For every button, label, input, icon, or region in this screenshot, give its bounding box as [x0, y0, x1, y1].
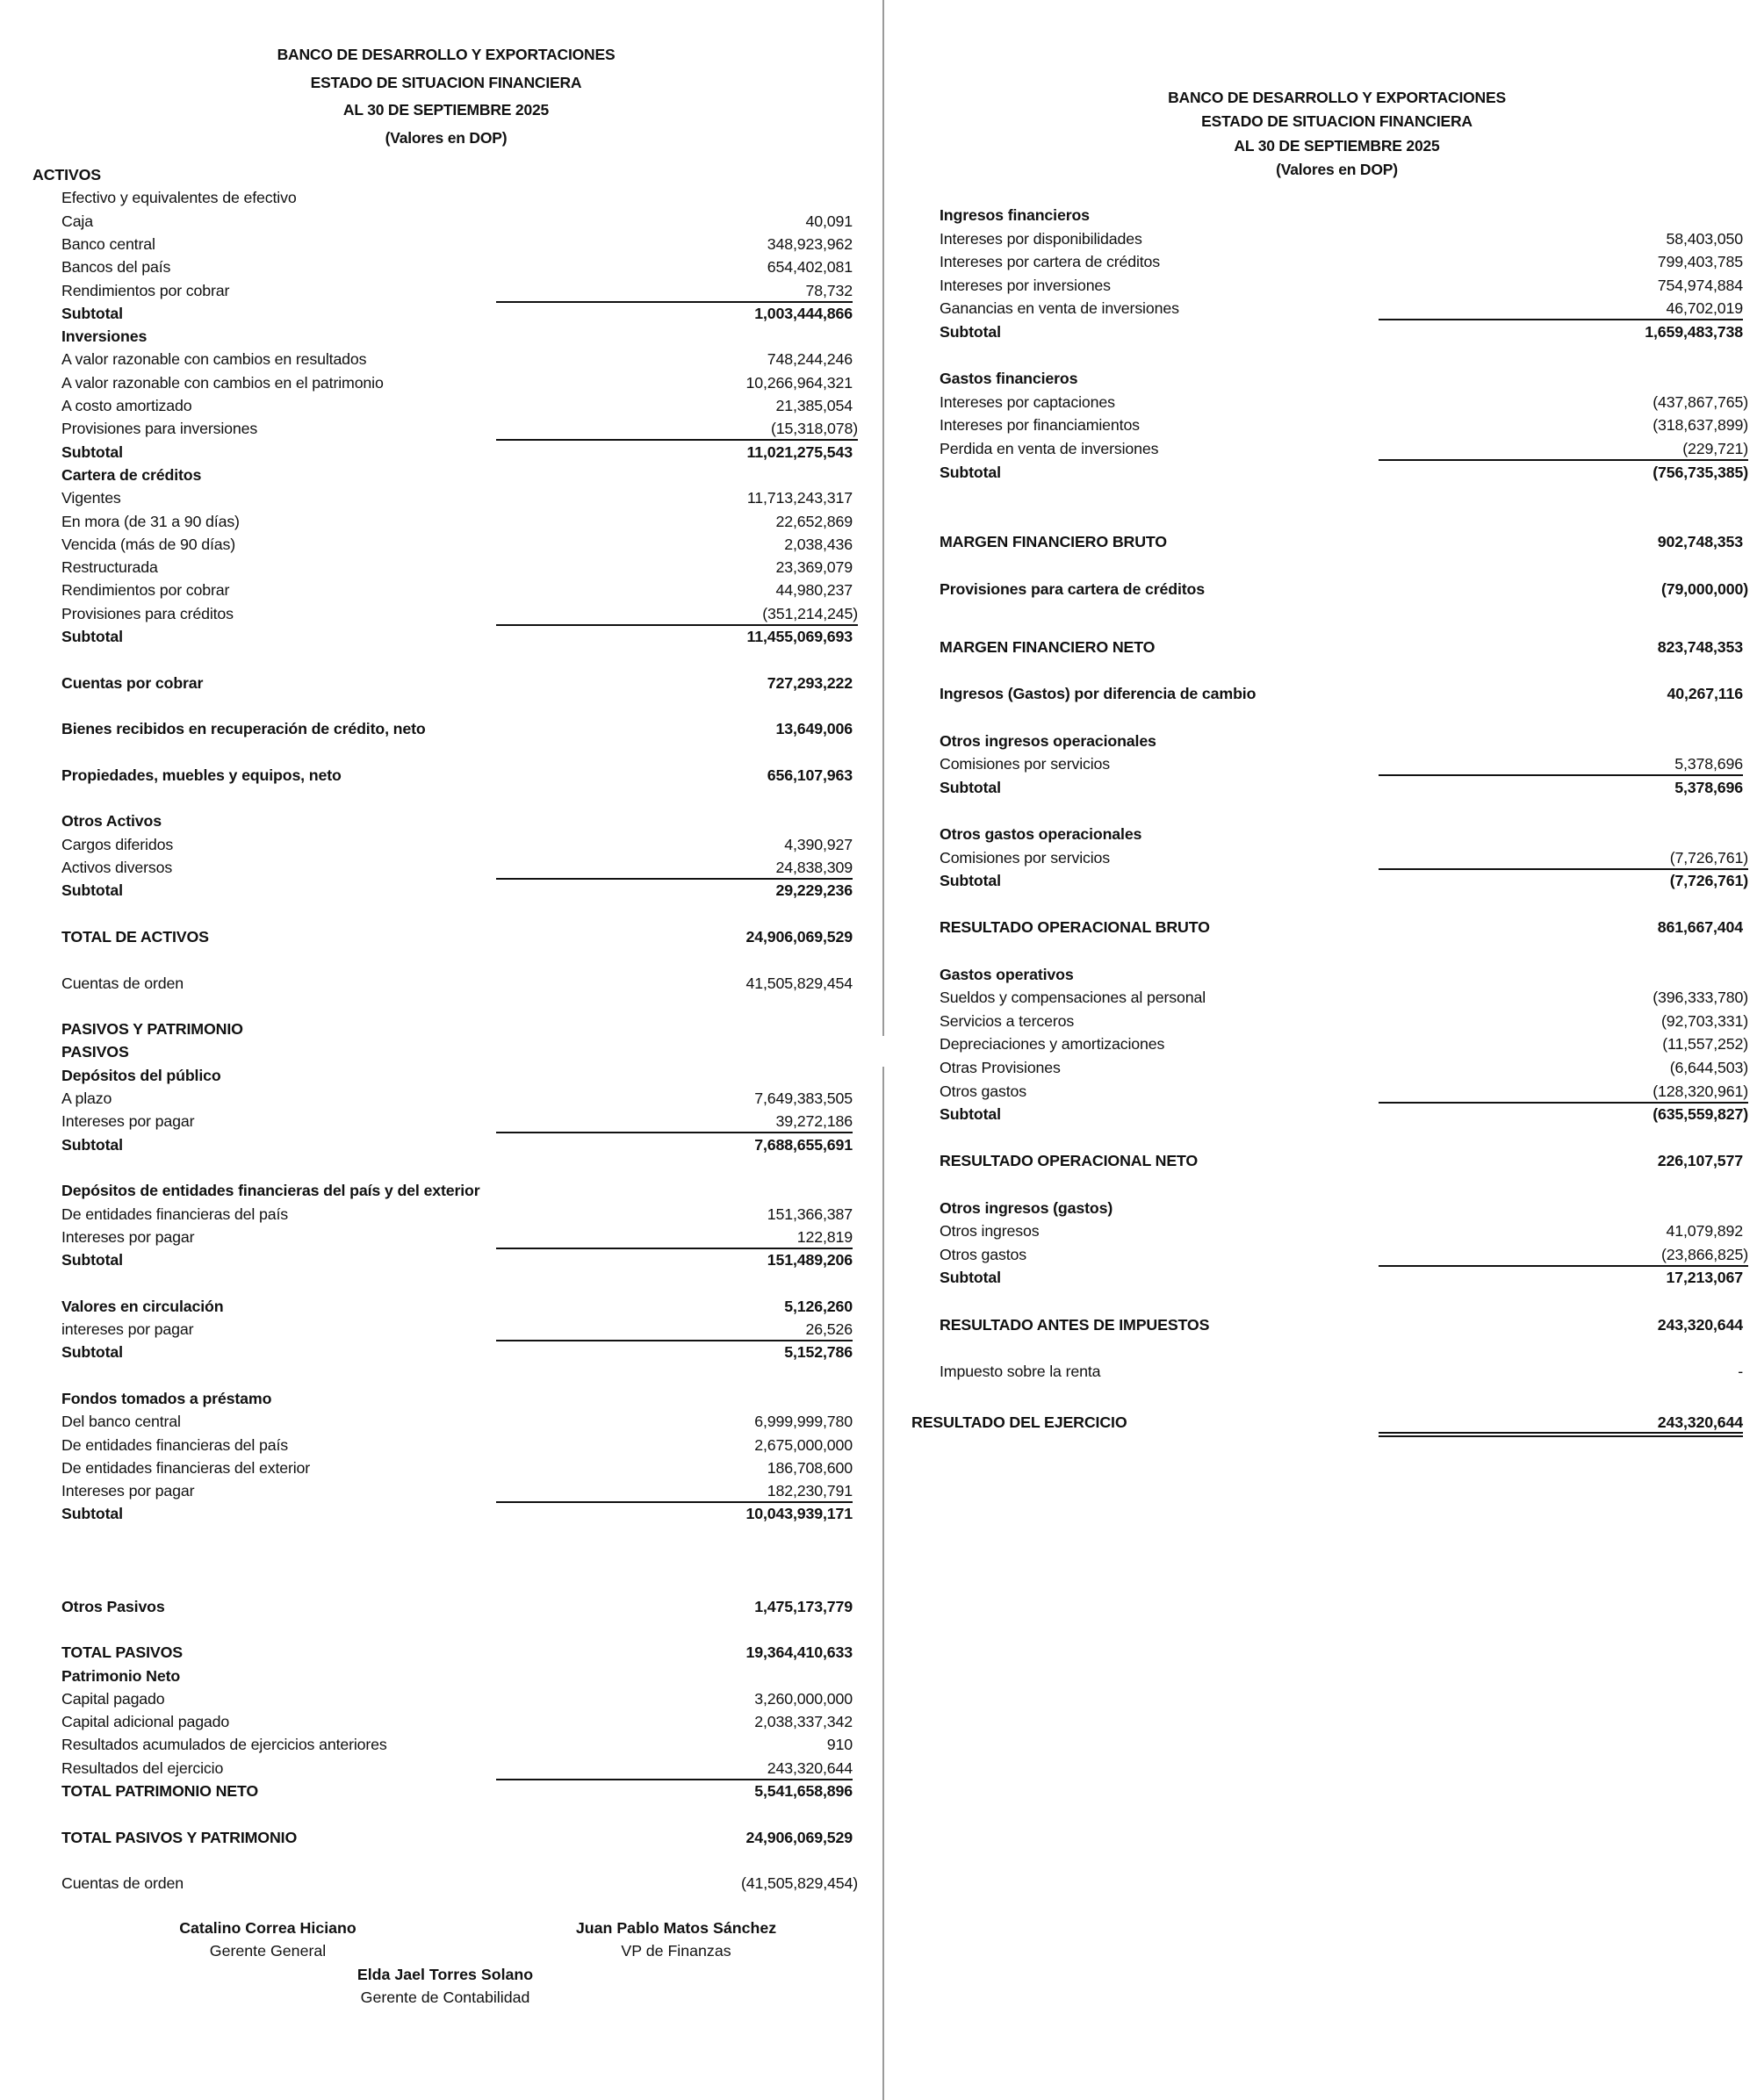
row-value: 13,649,006 — [775, 720, 853, 737]
row-value: 24,906,069,529 — [745, 928, 853, 946]
row-label: Vigentes — [61, 489, 121, 507]
row-label: Cuentas de orden — [61, 1874, 184, 1892]
row-label: Comisiones por servicios — [940, 755, 1111, 773]
row-value: 58,403,050 — [1666, 230, 1743, 248]
row-label: Otros ingresos operacionales — [940, 732, 1156, 750]
row-label: De entidades financieras del país — [61, 1205, 288, 1223]
row-label: PASIVOS — [61, 1043, 129, 1061]
row-label: A plazo — [61, 1090, 112, 1107]
row-value: 748,244,246 — [767, 350, 853, 368]
row-value: (41,505,829,454) — [740, 1874, 858, 1892]
row-label: Subtotal — [61, 443, 123, 461]
row-label: Depósitos de entidades financieras del país y del exterior — [61, 1182, 480, 1199]
row-value: 1,475,173,779 — [754, 1598, 853, 1615]
row-value: 22,652,869 — [775, 513, 853, 530]
row-label: Vencida (más de 90 días) — [61, 536, 236, 553]
currency-note: (Valores en DOP) — [1276, 160, 1398, 178]
signatory-name: Juan Pablo Matos Sánchez — [575, 1919, 777, 1937]
row-label: PASIVOS Y PATRIMONIO — [61, 1020, 243, 1038]
row-label: Otros gastos — [940, 1082, 1027, 1100]
row-value: 6,999,999,780 — [754, 1413, 853, 1430]
row-label: Ingresos (Gastos) por diferencia de cambio — [940, 685, 1257, 702]
row-value: (396,333,780) — [1653, 989, 1748, 1006]
row-label: RESULTADO ANTES DE IMPUESTOS — [940, 1316, 1210, 1334]
row-label: Intereses por financiamientos — [940, 416, 1140, 434]
row-label: Depósitos del público — [61, 1067, 221, 1084]
row-value: (11,557,252) — [1662, 1035, 1748, 1053]
row-label: Efectivo y equivalentes de efectivo — [61, 189, 297, 206]
row-label: Otros ingresos (gastos) — [940, 1199, 1113, 1217]
row-value: 910 — [826, 1736, 853, 1753]
row-value: 19,364,410,633 — [745, 1643, 853, 1661]
row-value: 2,038,337,342 — [754, 1713, 853, 1730]
row-value: 5,378,696 — [1674, 779, 1743, 796]
row-value: (79,000,000) — [1660, 580, 1748, 598]
row-label: TOTAL PATRIMONIO NETO — [61, 1782, 259, 1800]
signatory-name: Elda Jael Torres Solano — [356, 1966, 534, 1983]
row-label: Perdida en venta de inversiones — [940, 440, 1159, 457]
row-value: (15,318,078) — [496, 417, 858, 440]
row-value: 5,378,696 — [1379, 752, 1743, 775]
row-value: 754,974,884 — [1657, 277, 1743, 294]
row-label: Del banco central — [61, 1413, 181, 1430]
row-value: 11,021,275,543 — [746, 443, 853, 461]
row-label: Otros Pasivos — [61, 1598, 165, 1615]
row-label: Inversiones — [61, 327, 148, 345]
row-label: Intereses por pagar — [61, 1112, 195, 1130]
row-label: Restructurada — [61, 558, 158, 576]
row-label: A costo amortizado — [61, 397, 192, 414]
row-label: De entidades financieras del exterior — [61, 1459, 311, 1477]
row-value: 26,526 — [496, 1318, 853, 1341]
row-label: Subtotal — [61, 1251, 123, 1269]
row-label: Rendimientos por cobrar — [61, 581, 230, 599]
row-value: 243,320,644 — [1379, 1411, 1743, 1434]
row-value: 656,107,963 — [767, 766, 853, 784]
signatory-role: Gerente General — [209, 1942, 327, 1960]
row-label: ACTIVOS — [32, 166, 101, 183]
row-label: Provisiones para créditos — [61, 605, 234, 622]
statement-date: AL 30 DE SEPTIEMBRE 2025 — [342, 101, 550, 119]
row-value: (128,320,961) — [1379, 1080, 1748, 1103]
row-label: Subtotal — [61, 1136, 123, 1154]
row-value: 29,229,236 — [775, 881, 853, 899]
row-value: 7,688,655,691 — [754, 1136, 853, 1154]
row-value: 17,213,067 — [1666, 1269, 1743, 1286]
row-label: Subtotal — [61, 1343, 123, 1361]
row-label: Intereses por captaciones — [940, 393, 1115, 411]
row-label: MARGEN FINANCIERO NETO — [940, 638, 1156, 656]
row-label: Ganancias en venta de inversiones — [940, 299, 1179, 317]
statement-title: ESTADO DE SITUACION FINANCIERA — [310, 73, 582, 91]
row-label: Subtotal — [61, 881, 123, 899]
row-value: 226,107,577 — [1657, 1152, 1743, 1169]
page-divider — [882, 1067, 884, 2100]
row-label: Subtotal — [61, 1505, 123, 1522]
row-value: 10,266,964,321 — [745, 374, 853, 392]
row-value: 902,748,353 — [1657, 533, 1743, 550]
row-label: A valor razonable con cambios en resultados — [61, 350, 367, 368]
row-value: 348,923,962 — [767, 235, 853, 253]
row-label: Servicios a terceros — [940, 1012, 1075, 1030]
signature-block — [540, 1917, 812, 1962]
row-label: Rendimientos por cobrar — [61, 282, 230, 299]
row-value: 5,126,260 — [784, 1298, 853, 1315]
bank-name: BANCO DE DESARROLLO Y EXPORTACIONES — [277, 46, 616, 63]
row-label: Banco central — [61, 235, 155, 253]
page-divider — [882, 0, 884, 1036]
row-label: Valores en circulación — [61, 1298, 224, 1315]
row-value: (756,735,385) — [1653, 464, 1748, 481]
row-label: Cuentas de orden — [61, 974, 184, 992]
row-label: Otras Provisiones — [940, 1059, 1061, 1076]
signature-block — [132, 1917, 404, 1962]
row-value: 122,819 — [496, 1226, 853, 1248]
row-label: Comisiones por servicios — [940, 849, 1111, 867]
row-value: (318,637,899) — [1653, 416, 1748, 434]
row-value: (6,644,503) — [1669, 1059, 1748, 1076]
row-label: Bancos del país — [61, 258, 171, 276]
row-label: Subtotal — [940, 872, 1001, 889]
row-label: Impuesto sobre la renta — [940, 1363, 1101, 1380]
row-label: Subtotal — [940, 1269, 1001, 1286]
row-label: A valor razonable con cambios en el patrimonio — [61, 374, 384, 392]
row-label: Subtotal — [61, 305, 123, 322]
bank-name: BANCO DE DESARROLLO Y EXPORTACIONES — [1168, 89, 1506, 106]
row-value: (437,867,765) — [1653, 393, 1748, 411]
row-label: Otros gastos — [940, 1246, 1027, 1263]
row-value: 151,366,387 — [767, 1205, 853, 1223]
row-label: De entidades financieras del país — [61, 1436, 288, 1454]
row-value: 21,385,054 — [775, 397, 853, 414]
row-label: Intereses por cartera de créditos — [940, 253, 1161, 270]
row-label: Caja — [61, 212, 93, 230]
row-label: Intereses por disponibilidades — [940, 230, 1142, 248]
row-value: 40,267,116 — [1667, 685, 1743, 702]
statement-date: AL 30 DE SEPTIEMBRE 2025 — [1234, 136, 1440, 155]
row-label: TOTAL DE ACTIVOS — [61, 928, 209, 946]
balance-sheet-page — [0, 0, 878, 2100]
row-label: Cartera de créditos — [61, 466, 202, 484]
signatory-role: Gerente de Contabilidad — [360, 1989, 530, 2006]
signatory-name: Catalino Correa Hiciano — [179, 1919, 356, 1937]
statement-header — [887, 86, 1757, 182]
row-label: Capital pagado — [61, 1690, 165, 1708]
row-label: MARGEN FINANCIERO BRUTO — [940, 533, 1167, 550]
row-label: Provisiones para cartera de créditos — [940, 580, 1205, 598]
row-label: Sueldos y compensaciones al personal — [940, 989, 1206, 1006]
row-label: Subtotal — [940, 779, 1001, 796]
row-label: Otros gastos operacionales — [940, 825, 1142, 843]
row-value: (7,726,761) — [1669, 872, 1748, 889]
row-label: RESULTADO DEL EJERCICIO — [911, 1413, 1127, 1431]
row-label: RESULTADO OPERACIONAL NETO — [940, 1152, 1199, 1169]
row-value: (635,559,827) — [1653, 1105, 1748, 1123]
statement-header — [0, 41, 892, 152]
row-value: 186,708,600 — [767, 1459, 853, 1477]
row-label: Bienes recibidos en recuperación de crédito, neto — [61, 720, 426, 737]
row-label: Propiedades, muebles y equipos, neto — [61, 766, 342, 784]
row-value: 823,748,353 — [1657, 638, 1743, 656]
row-label: Gastos operativos — [940, 966, 1074, 983]
currency-note: (Valores en DOP) — [385, 128, 508, 147]
row-value: 727,293,222 — [767, 674, 853, 692]
row-label: Capital adicional pagado — [61, 1713, 230, 1730]
row-value: 1,003,444,866 — [754, 305, 853, 322]
row-label: Activos diversos — [61, 859, 173, 876]
row-value: 243,320,644 — [496, 1757, 853, 1780]
row-value: 7,649,383,505 — [754, 1090, 853, 1107]
row-label: Subtotal — [940, 323, 1001, 341]
row-label: Ingresos financieros — [940, 206, 1090, 224]
row-value: 5,152,786 — [784, 1343, 853, 1361]
row-label: TOTAL PASIVOS Y PATRIMONIO — [61, 1829, 298, 1846]
row-label: Patrimonio Neto — [61, 1667, 181, 1685]
row-value: 11,455,069,693 — [746, 628, 853, 645]
row-value: 1,659,483,738 — [1645, 323, 1743, 341]
row-label: Otros ingresos — [940, 1222, 1040, 1240]
row-label: Cuentas por cobrar — [61, 674, 204, 692]
row-label: Subtotal — [940, 464, 1001, 481]
row-value: 10,043,939,171 — [745, 1505, 853, 1522]
row-value: 3,260,000,000 — [754, 1690, 853, 1708]
row-value: (7,726,761) — [1379, 846, 1748, 869]
row-value: 39,272,186 — [496, 1110, 853, 1133]
row-label: Cargos diferidos — [61, 836, 174, 853]
row-label: Gastos financieros — [940, 370, 1078, 387]
row-value: 5,541,658,896 — [754, 1782, 853, 1800]
row-label: TOTAL PASIVOS — [61, 1643, 184, 1661]
row-value: 2,675,000,000 — [754, 1436, 853, 1454]
row-label: Resultados acumulados de ejercicios anteriores — [61, 1736, 387, 1753]
row-label: Otros Activos — [61, 812, 162, 830]
row-value: 4,390,927 — [784, 836, 853, 853]
row-value: 40,091 — [805, 212, 853, 230]
row-value: (23,866,825) — [1379, 1243, 1748, 1266]
signature-block — [309, 1963, 581, 2009]
row-label: Intereses por inversiones — [940, 277, 1111, 294]
row-label: Depreciaciones y amortizaciones — [940, 1035, 1165, 1053]
row-label: Intereses por pagar — [61, 1482, 195, 1499]
row-value: 182,230,791 — [496, 1479, 853, 1502]
signatory-role: VP de Finanzas — [621, 1942, 731, 1960]
row-label: Subtotal — [940, 1105, 1001, 1123]
row-value: 2,038,436 — [784, 536, 853, 553]
row-value: 46,702,019 — [1379, 297, 1743, 320]
row-value: (351,214,245) — [496, 602, 858, 625]
row-value: 41,505,829,454 — [745, 974, 853, 992]
income-statement-page — [887, 0, 1757, 2100]
row-value: 23,369,079 — [775, 558, 853, 576]
row-value: - — [1738, 1363, 1743, 1380]
row-label: Provisiones para inversiones — [61, 420, 258, 437]
row-value: (92,703,331) — [1660, 1012, 1748, 1030]
row-value: 24,838,309 — [496, 856, 853, 879]
row-value: 78,732 — [496, 279, 853, 302]
row-value: 24,906,069,529 — [745, 1829, 853, 1846]
row-label: Fondos tomados a préstamo — [61, 1390, 272, 1407]
row-value: 44,980,237 — [775, 581, 853, 599]
row-label: Intereses por pagar — [61, 1228, 195, 1246]
row-value: 861,667,404 — [1657, 918, 1743, 936]
row-label: Subtotal — [61, 628, 123, 645]
row-value: 799,403,785 — [1657, 253, 1743, 270]
row-value: 654,402,081 — [767, 258, 853, 276]
row-label: intereses por pagar — [61, 1320, 194, 1338]
row-value: 243,320,644 — [1657, 1316, 1743, 1334]
row-label: RESULTADO OPERACIONAL BRUTO — [940, 918, 1210, 936]
row-value: 11,713,243,317 — [746, 489, 853, 507]
row-value: 41,079,892 — [1666, 1222, 1743, 1240]
statement-title: ESTADO DE SITUACION FINANCIERA — [1201, 112, 1473, 131]
row-label: Resultados del ejercicio — [61, 1759, 224, 1777]
row-value: 151,489,206 — [767, 1251, 853, 1269]
row-label: En mora (de 31 a 90 días) — [61, 513, 240, 530]
row-value: (229,721) — [1379, 437, 1748, 460]
